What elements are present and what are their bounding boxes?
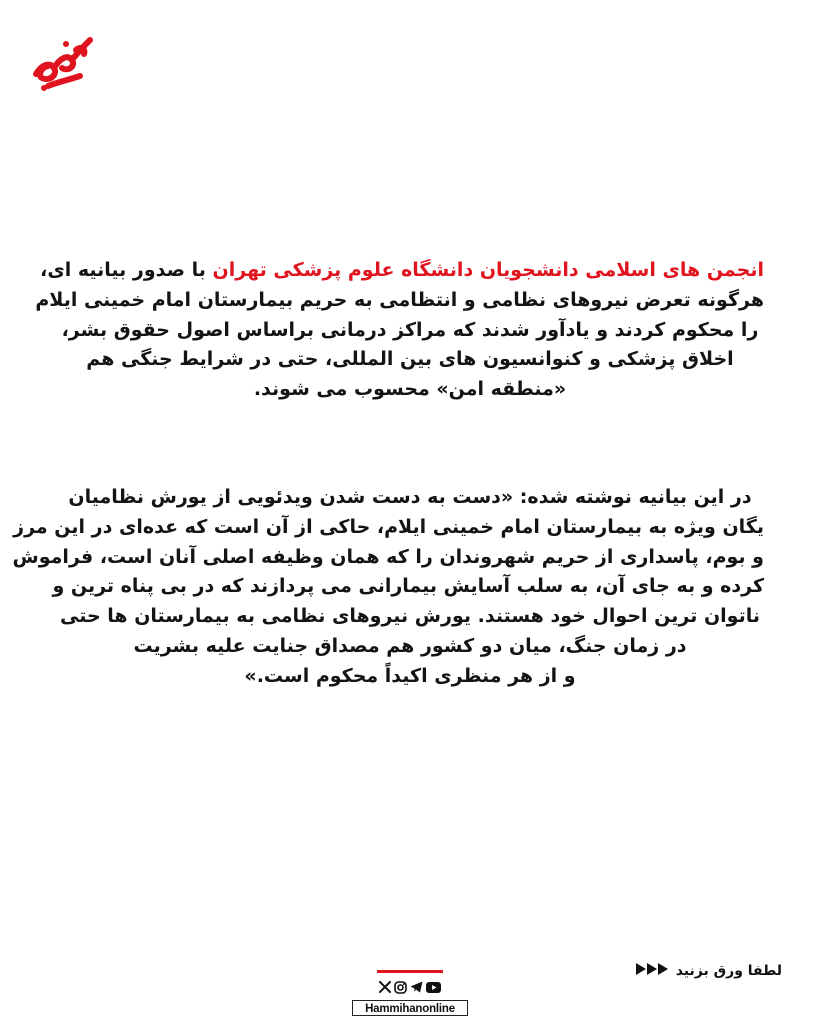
brand-accent-bar: [377, 970, 443, 973]
swipe-hint: [622, 963, 782, 979]
statement-paragraph-1: [35, 256, 764, 405]
paragraph-1-line-1: [40, 256, 764, 286]
paragraph-2-line-3: و بوم، پاسداری از حریم شهروندان را که همان وظیفه اصلی آنان است، فراموش: [12, 545, 764, 568]
statement-paragraph-2: [12, 483, 764, 692]
paragraph-2-line-7: و از هر منظری اکیداً محکوم است.»: [244, 664, 576, 687]
telegram-icon[interactable]: [410, 981, 423, 993]
paragraph-1-line-1-rest: با صدور بیانیه ای،: [40, 259, 213, 281]
social-handle[interactable]: Hammihanonline: [352, 1000, 468, 1016]
youtube-icon[interactable]: [426, 982, 441, 993]
paragraph-2-line-6: در زمان جنگ، میان دو کشور هم مصداق جنایت علیه بشریت: [133, 634, 687, 657]
paragraph-1-line-3: را محکوم کردند و یادآور شدند که مراکز درمانی براساس اصول حقوق بشر،: [61, 318, 759, 341]
paragraph-1-line-2: هرگونه تعرض نیروهای نظامی و انتظامی به حریم بیمارستان امام خمینی ایلام: [35, 288, 764, 311]
paragraph-1-line-5: «منطقه امن» محسوب می شوند.: [253, 378, 567, 401]
paragraph-2-line-1: در این بیانیه نوشته شده: «دست به دست شدن ویدئویی از یورش نظامیان: [68, 486, 752, 508]
paragraph-2-line-4: کرده و به جای آن، به سلب آسایش بیمارانی می پردازند که در بی پناه ترین و: [52, 575, 764, 598]
student-association-highlight: انجمن های اسلامی دانشجویان دانشگاه علوم پزشکی تهران: [212, 259, 764, 281]
brand-footer: [346, 968, 474, 1024]
swipe-hint-label: لطفا ورق بزنید: [675, 963, 782, 979]
hammihan-logo: [28, 28, 100, 92]
paragraph-1-line-4: اخلاق پزشکی و کنوانسیون های بین المللی، حتی در شرایط جنگی هم: [86, 348, 734, 371]
paragraph-2-line-5: ناتوان ترین احوال خود هستند. یورش نیروهای نظامی به بیمارستان ها حتی: [59, 605, 760, 628]
x-icon[interactable]: [379, 981, 391, 993]
social-links: [379, 980, 441, 994]
triple-arrow-icon: [636, 963, 668, 979]
paragraph-2-line-2: یگان ویژه به بیمارستان امام خمینی ایلام، حاکی از آن است که عده‌ای در این مرز: [13, 515, 764, 538]
instagram-icon[interactable]: [394, 981, 407, 994]
